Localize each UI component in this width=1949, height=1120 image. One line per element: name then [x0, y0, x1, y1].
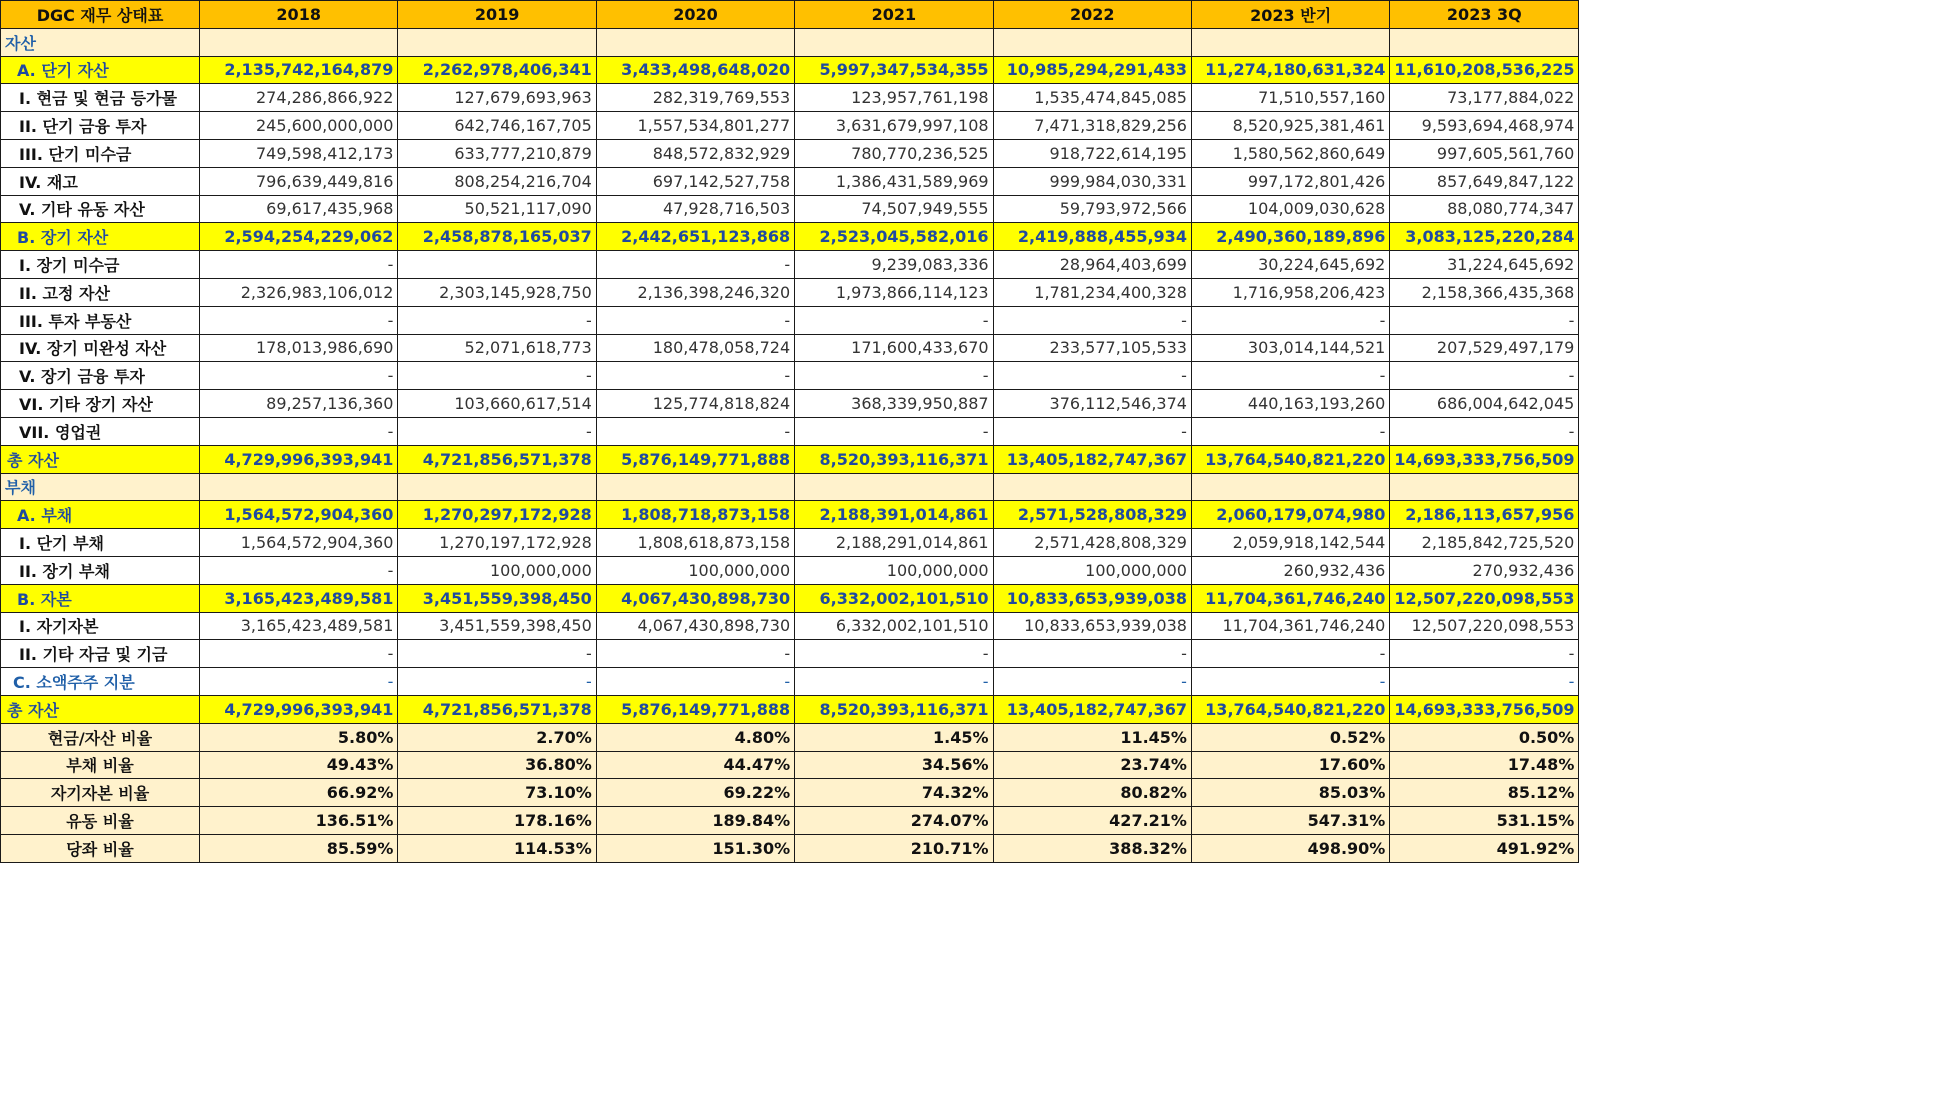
value-cell: 260,932,436	[1191, 556, 1389, 584]
table-row-ratio	[1, 807, 1579, 835]
value-cell: 368,339,950,887	[795, 390, 993, 418]
row-label: B. 장기 자산	[1, 223, 200, 251]
value-cell	[993, 28, 1191, 56]
value-cell: -	[993, 640, 1191, 668]
value-cell: 2,442,651,123,868	[596, 223, 794, 251]
value-cell: -	[1191, 306, 1389, 334]
value-cell: 4,729,996,393,941	[200, 695, 398, 723]
value-cell: 642,746,167,705	[398, 112, 596, 140]
value-cell	[200, 473, 398, 501]
value-cell: 66.92%	[200, 779, 398, 807]
value-cell: -	[795, 668, 993, 696]
value-cell: -	[200, 306, 398, 334]
value-cell: 6,332,002,101,510	[795, 584, 993, 612]
table-row-ratio	[1, 723, 1579, 751]
value-cell: 85.59%	[200, 834, 398, 862]
value-cell: -	[795, 640, 993, 668]
value-cell: -	[200, 556, 398, 584]
value-cell: 749,598,412,173	[200, 139, 398, 167]
row-label: A. 부채	[1, 501, 200, 529]
value-cell: 59,793,972,566	[993, 195, 1191, 223]
value-cell: 531.15%	[1390, 807, 1579, 835]
value-cell: 69.22%	[596, 779, 794, 807]
value-cell: 123,957,761,198	[795, 84, 993, 112]
value-cell: 100,000,000	[596, 556, 794, 584]
value-cell: 857,649,847,122	[1390, 167, 1579, 195]
value-cell: 1,557,534,801,277	[596, 112, 794, 140]
value-cell: 808,254,216,704	[398, 167, 596, 195]
value-cell: 8,520,393,116,371	[795, 445, 993, 473]
value-cell: -	[1191, 362, 1389, 390]
value-cell: 2,419,888,455,934	[993, 223, 1191, 251]
value-cell: 47,928,716,503	[596, 195, 794, 223]
value-cell: 85.03%	[1191, 779, 1389, 807]
value-cell: -	[398, 668, 596, 696]
value-cell: 5.80%	[200, 723, 398, 751]
value-cell: 5,997,347,534,355	[795, 56, 993, 84]
value-cell: 178.16%	[398, 807, 596, 835]
value-cell	[596, 28, 794, 56]
value-cell: 73.10%	[398, 779, 596, 807]
value-cell: 100,000,000	[993, 556, 1191, 584]
table-row-sub	[1, 584, 1579, 612]
value-cell	[1191, 28, 1389, 56]
value-cell: 274.07%	[795, 807, 993, 835]
value-cell: 2,523,045,582,016	[795, 223, 993, 251]
value-cell: 0.50%	[1390, 723, 1579, 751]
value-cell: 2,158,366,435,368	[1390, 278, 1579, 306]
row-label: C. 소액주주 지분	[1, 668, 200, 696]
value-cell: 71,510,557,160	[1191, 84, 1389, 112]
value-cell: -	[596, 306, 794, 334]
value-cell	[1191, 473, 1389, 501]
value-cell: 633,777,210,879	[398, 139, 596, 167]
value-cell: 8,520,925,381,461	[1191, 112, 1389, 140]
row-label: III. 투자 부동산	[1, 306, 200, 334]
value-cell: 2,571,428,808,329	[993, 529, 1191, 557]
value-cell: 189.84%	[596, 807, 794, 835]
column-header-2018: 2018	[200, 1, 398, 29]
row-label: 부채 비율	[1, 751, 200, 779]
value-cell: 104,009,030,628	[1191, 195, 1389, 223]
value-cell: -	[1191, 668, 1389, 696]
value-cell: -	[596, 251, 794, 279]
value-cell: 10,833,653,939,038	[993, 612, 1191, 640]
value-cell: 4,721,856,571,378	[398, 695, 596, 723]
table-row-item	[1, 139, 1579, 167]
value-cell: 7,471,318,829,256	[993, 112, 1191, 140]
value-cell: 80.82%	[993, 779, 1191, 807]
value-cell: 114.53%	[398, 834, 596, 862]
value-cell: 2.70%	[398, 723, 596, 751]
value-cell: 49.43%	[200, 751, 398, 779]
value-cell: -	[200, 362, 398, 390]
value-cell: 125,774,818,824	[596, 390, 794, 418]
value-cell: 4,721,856,571,378	[398, 445, 596, 473]
value-cell	[596, 473, 794, 501]
table-row-item	[1, 334, 1579, 362]
value-cell: 13,764,540,821,220	[1191, 695, 1389, 723]
table-row-item	[1, 112, 1579, 140]
value-cell: 498.90%	[1191, 834, 1389, 862]
row-label: 부채	[1, 473, 200, 501]
table-row-section	[1, 28, 1579, 56]
value-cell: 10,985,294,291,433	[993, 56, 1191, 84]
value-cell: -	[993, 306, 1191, 334]
value-cell: 12,507,220,098,553	[1390, 612, 1579, 640]
value-cell: 1,564,572,904,360	[200, 501, 398, 529]
row-label: 유동 비율	[1, 807, 200, 835]
value-cell: 3,083,125,220,284	[1390, 223, 1579, 251]
value-cell: -	[398, 640, 596, 668]
value-cell: 2,186,113,657,956	[1390, 501, 1579, 529]
value-cell: -	[1390, 668, 1579, 696]
value-cell: 3,433,498,648,020	[596, 56, 794, 84]
value-cell: -	[596, 640, 794, 668]
value-cell: 13,405,182,747,367	[993, 695, 1191, 723]
value-cell: 207,529,497,179	[1390, 334, 1579, 362]
value-cell: 12,507,220,098,553	[1390, 584, 1579, 612]
value-cell: 11.45%	[993, 723, 1191, 751]
value-cell: 1,808,718,873,158	[596, 501, 794, 529]
value-cell: 1,564,572,904,360	[200, 529, 398, 557]
value-cell: 848,572,832,929	[596, 139, 794, 167]
value-cell: 9,593,694,468,974	[1390, 112, 1579, 140]
value-cell: -	[200, 668, 398, 696]
value-cell: 1,973,866,114,123	[795, 278, 993, 306]
column-header-2021: 2021	[795, 1, 993, 29]
value-cell: -	[398, 417, 596, 445]
value-cell: 440,163,193,260	[1191, 390, 1389, 418]
value-cell: 1.45%	[795, 723, 993, 751]
value-cell: 2,185,842,725,520	[1390, 529, 1579, 557]
value-cell: 89,257,136,360	[200, 390, 398, 418]
table-title: DGC 재무 상태표	[1, 1, 200, 29]
value-cell: 1,781,234,400,328	[993, 278, 1191, 306]
value-cell: 17.48%	[1390, 751, 1579, 779]
row-label: 자산	[1, 28, 200, 56]
value-cell: 69,617,435,968	[200, 195, 398, 223]
value-cell: 427.21%	[993, 807, 1191, 835]
value-cell	[398, 28, 596, 56]
table-row-item	[1, 362, 1579, 390]
value-cell: -	[795, 362, 993, 390]
value-cell: 245,600,000,000	[200, 112, 398, 140]
row-label: II. 단기 금융 투자	[1, 112, 200, 140]
value-cell: 1,716,958,206,423	[1191, 278, 1389, 306]
value-cell	[200, 28, 398, 56]
row-label: IV. 장기 미완성 자산	[1, 334, 200, 362]
value-cell: -	[795, 417, 993, 445]
table-row-item	[1, 167, 1579, 195]
value-cell: -	[1191, 417, 1389, 445]
value-cell: 11,274,180,631,324	[1191, 56, 1389, 84]
value-cell	[795, 473, 993, 501]
row-label: 현금/자산 비율	[1, 723, 200, 751]
table-row-item	[1, 306, 1579, 334]
value-cell: 2,188,291,014,861	[795, 529, 993, 557]
value-cell: 918,722,614,195	[993, 139, 1191, 167]
value-cell: 2,594,254,229,062	[200, 223, 398, 251]
value-cell: 2,188,391,014,861	[795, 501, 993, 529]
table-row-ratio	[1, 834, 1579, 862]
value-cell: 127,679,693,963	[398, 84, 596, 112]
value-cell: 997,605,561,760	[1390, 139, 1579, 167]
value-cell	[398, 473, 596, 501]
table-body	[1, 28, 1579, 862]
row-label: II. 장기 부채	[1, 556, 200, 584]
value-cell: 376,112,546,374	[993, 390, 1191, 418]
table-row-ratio	[1, 751, 1579, 779]
value-cell: 3,165,423,489,581	[200, 584, 398, 612]
value-cell: 3,631,679,997,108	[795, 112, 993, 140]
value-cell: -	[993, 362, 1191, 390]
row-label: IV. 재고	[1, 167, 200, 195]
value-cell: 3,451,559,398,450	[398, 612, 596, 640]
row-label: V. 기타 유동 자산	[1, 195, 200, 223]
value-cell: 50,521,117,090	[398, 195, 596, 223]
table-row-sub	[1, 501, 1579, 529]
value-cell: 17.60%	[1191, 751, 1389, 779]
value-cell: 171,600,433,670	[795, 334, 993, 362]
table-row-item	[1, 195, 1579, 223]
table-row-minority	[1, 668, 1579, 696]
value-cell: 36.80%	[398, 751, 596, 779]
table-row-sub	[1, 223, 1579, 251]
value-cell: 31,224,645,692	[1390, 251, 1579, 279]
value-cell: 180,478,058,724	[596, 334, 794, 362]
value-cell: 282,319,769,553	[596, 84, 794, 112]
value-cell: 10,833,653,939,038	[993, 584, 1191, 612]
table-row-ratio	[1, 779, 1579, 807]
value-cell: 136.51%	[200, 807, 398, 835]
value-cell: 1,386,431,589,969	[795, 167, 993, 195]
value-cell: 4,067,430,898,730	[596, 612, 794, 640]
value-cell: 780,770,236,525	[795, 139, 993, 167]
value-cell: 2,571,528,808,329	[993, 501, 1191, 529]
column-header-2023-3q: 2023 3Q	[1390, 1, 1579, 29]
value-cell: 274,286,866,922	[200, 84, 398, 112]
row-label: 당좌 비율	[1, 834, 200, 862]
header-row	[1, 1, 1579, 29]
value-cell: 73,177,884,022	[1390, 84, 1579, 112]
value-cell: 4,067,430,898,730	[596, 584, 794, 612]
value-cell: 11,704,361,746,240	[1191, 612, 1389, 640]
value-cell: 2,135,742,164,879	[200, 56, 398, 84]
row-label: II. 기타 자금 및 기금	[1, 640, 200, 668]
value-cell	[1390, 473, 1579, 501]
value-cell	[1390, 28, 1579, 56]
value-cell: -	[1390, 362, 1579, 390]
row-label: B. 자본	[1, 584, 200, 612]
value-cell: 2,136,398,246,320	[596, 278, 794, 306]
table-row-total	[1, 445, 1579, 473]
value-cell: 4,729,996,393,941	[200, 445, 398, 473]
value-cell: 2,262,978,406,341	[398, 56, 596, 84]
value-cell: -	[1390, 640, 1579, 668]
value-cell: -	[993, 417, 1191, 445]
value-cell: 13,764,540,821,220	[1191, 445, 1389, 473]
table-row-section	[1, 473, 1579, 501]
value-cell: 103,660,617,514	[398, 390, 596, 418]
value-cell	[398, 251, 596, 279]
value-cell: -	[200, 251, 398, 279]
value-cell: 178,013,986,690	[200, 334, 398, 362]
column-header-2022: 2022	[993, 1, 1191, 29]
value-cell: 9,239,083,336	[795, 251, 993, 279]
column-header-2020: 2020	[596, 1, 794, 29]
value-cell: -	[398, 306, 596, 334]
value-cell: 74,507,949,555	[795, 195, 993, 223]
value-cell: 997,172,801,426	[1191, 167, 1389, 195]
table-row-total	[1, 695, 1579, 723]
value-cell: 233,577,105,533	[993, 334, 1191, 362]
value-cell: 23.74%	[993, 751, 1191, 779]
value-cell: 686,004,642,045	[1390, 390, 1579, 418]
row-label: III. 단기 미수금	[1, 139, 200, 167]
value-cell: 13,405,182,747,367	[993, 445, 1191, 473]
table-row-item	[1, 640, 1579, 668]
value-cell: -	[596, 417, 794, 445]
value-cell: 3,451,559,398,450	[398, 584, 596, 612]
value-cell: 2,059,918,142,544	[1191, 529, 1389, 557]
value-cell: 85.12%	[1390, 779, 1579, 807]
value-cell: 2,060,179,074,980	[1191, 501, 1389, 529]
row-label: VII. 영업권	[1, 417, 200, 445]
row-label: II. 고정 자산	[1, 278, 200, 306]
value-cell: 796,639,449,816	[200, 167, 398, 195]
value-cell: 547.31%	[1191, 807, 1389, 835]
value-cell: 28,964,403,699	[993, 251, 1191, 279]
value-cell: -	[1191, 640, 1389, 668]
value-cell: 3,165,423,489,581	[200, 612, 398, 640]
table-row-item	[1, 529, 1579, 557]
value-cell: 0.52%	[1191, 723, 1389, 751]
value-cell: 11,704,361,746,240	[1191, 584, 1389, 612]
value-cell: 1,270,197,172,928	[398, 529, 596, 557]
value-cell: 999,984,030,331	[993, 167, 1191, 195]
table-row-item	[1, 84, 1579, 112]
table-row-item	[1, 278, 1579, 306]
value-cell: 14,693,333,756,509	[1390, 695, 1579, 723]
value-cell: 8,520,393,116,371	[795, 695, 993, 723]
row-label: I. 장기 미수금	[1, 251, 200, 279]
value-cell: -	[596, 362, 794, 390]
row-label: A. 단기 자산	[1, 56, 200, 84]
value-cell: 2,490,360,189,896	[1191, 223, 1389, 251]
value-cell: -	[200, 417, 398, 445]
value-cell: -	[795, 306, 993, 334]
row-label: 총 자산	[1, 445, 200, 473]
value-cell: 5,876,149,771,888	[596, 695, 794, 723]
value-cell: 1,808,618,873,158	[596, 529, 794, 557]
value-cell: 14,693,333,756,509	[1390, 445, 1579, 473]
row-label: I. 현금 및 현금 등가물	[1, 84, 200, 112]
value-cell: -	[1390, 306, 1579, 334]
value-cell: -	[200, 640, 398, 668]
table-row-item	[1, 556, 1579, 584]
value-cell	[795, 28, 993, 56]
value-cell: -	[1390, 417, 1579, 445]
value-cell: 303,014,144,521	[1191, 334, 1389, 362]
value-cell: 2,326,983,106,012	[200, 278, 398, 306]
value-cell: 30,224,645,692	[1191, 251, 1389, 279]
table-row-item	[1, 612, 1579, 640]
value-cell: 2,458,878,165,037	[398, 223, 596, 251]
value-cell: -	[993, 668, 1191, 696]
column-header-2023-half: 2023 반기	[1191, 1, 1389, 29]
value-cell: 44.47%	[596, 751, 794, 779]
value-cell: 4.80%	[596, 723, 794, 751]
value-cell: 388.32%	[993, 834, 1191, 862]
row-label: 총 자산	[1, 695, 200, 723]
value-cell: 34.56%	[795, 751, 993, 779]
value-cell: 491.92%	[1390, 834, 1579, 862]
row-label: 자기자본 비율	[1, 779, 200, 807]
value-cell: -	[398, 362, 596, 390]
value-cell: 210.71%	[795, 834, 993, 862]
value-cell: 1,270,297,172,928	[398, 501, 596, 529]
value-cell: 88,080,774,347	[1390, 195, 1579, 223]
column-header-2019: 2019	[398, 1, 596, 29]
table-row-sub	[1, 56, 1579, 84]
row-label: VI. 기타 장기 자산	[1, 390, 200, 418]
table-row-item	[1, 251, 1579, 279]
value-cell: 1,580,562,860,649	[1191, 139, 1389, 167]
value-cell: 52,071,618,773	[398, 334, 596, 362]
value-cell: 1,535,474,845,085	[993, 84, 1191, 112]
value-cell: 100,000,000	[795, 556, 993, 584]
row-label: I. 단기 부채	[1, 529, 200, 557]
value-cell: 6,332,002,101,510	[795, 612, 993, 640]
value-cell: 11,610,208,536,225	[1390, 56, 1579, 84]
value-cell: 151.30%	[596, 834, 794, 862]
row-label: V. 장기 금융 투자	[1, 362, 200, 390]
value-cell: 2,303,145,928,750	[398, 278, 596, 306]
table-row-item	[1, 417, 1579, 445]
value-cell: 5,876,149,771,888	[596, 445, 794, 473]
value-cell: -	[596, 668, 794, 696]
value-cell: 100,000,000	[398, 556, 596, 584]
value-cell: 270,932,436	[1390, 556, 1579, 584]
value-cell: 697,142,527,758	[596, 167, 794, 195]
value-cell	[993, 473, 1191, 501]
value-cell: 74.32%	[795, 779, 993, 807]
row-label: I. 자기자본	[1, 612, 200, 640]
table-row-item	[1, 390, 1579, 418]
